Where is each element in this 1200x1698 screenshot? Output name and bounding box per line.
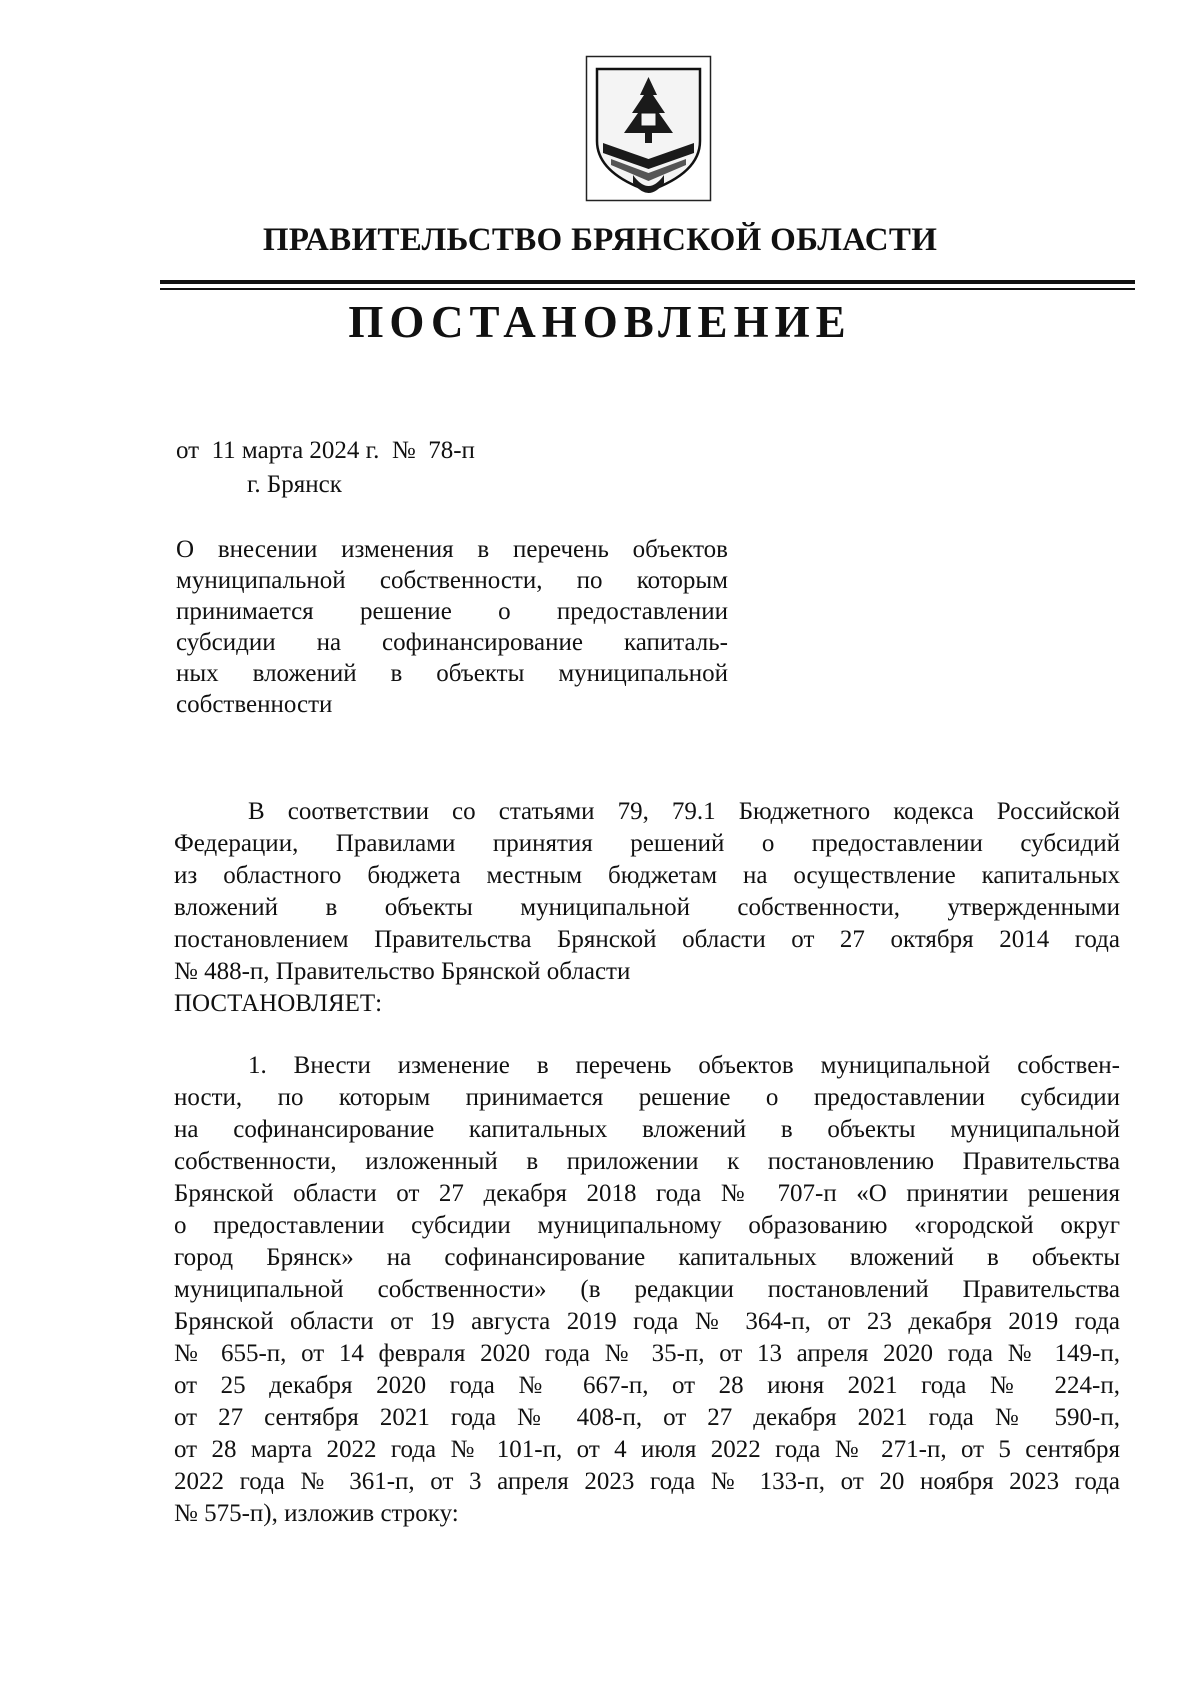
bryansk-coat-of-arms-icon — [585, 55, 712, 202]
item-1-line: от 28 марта 2022 года № 101-п, от 4 июля 2022 года № 271-п, от 5 сентября — [174, 1436, 1120, 1463]
item-1-line: 1. Внести изменение в перечень объектов муниципальной собствен- — [248, 1052, 1120, 1079]
preamble-line: вложений в объекты муниципальной собственности, утвержденными — [174, 894, 1120, 921]
subject-line: ных вложений в объекты муниципальной — [176, 660, 728, 687]
header-divider-thin — [160, 288, 1135, 290]
item-1-line: Брянской области от 19 августа 2019 года № 364-п, от 23 декабря 2019 года — [174, 1308, 1120, 1335]
item-1-line: от 25 декабря 2020 года № 667-п, от 28 июня 2021 года № 224-п, — [174, 1372, 1120, 1399]
header-divider-thick — [160, 280, 1135, 284]
preamble-line: из областного бюджета местным бюджетам на осуществление капитальных — [174, 862, 1120, 889]
item-1-line: муниципальной собственности» (в редакции постановлений Правительства — [174, 1276, 1120, 1303]
item-1-line: ности, по которым принимается решение о предоставлении субсидии — [174, 1084, 1120, 1111]
item-1-line: на софинансирование капитальных вложений в объекты муниципальной — [174, 1116, 1120, 1143]
item-1-line: 2022 года № 361-п, от 3 апреля 2023 года № 133-п, от 20 ноября 2023 года — [174, 1468, 1120, 1495]
government-title: ПРАВИТЕЛЬСТВО БРЯНСКОЙ ОБЛАСТИ — [262, 222, 938, 258]
preamble-line: В соответствии со статьями 79, 79.1 Бюджетного кодекса Российской — [248, 798, 1120, 825]
item-1-line: собственности, изложенный в приложении к постановлению Правительства — [174, 1148, 1120, 1175]
document-date-number: от 11 марта 2024 г. № 78-п — [176, 437, 475, 464]
item-1-line: Брянской области от 27 декабря 2018 года № 707-п «О принятии решения — [174, 1180, 1120, 1207]
document-subject — [176, 534, 728, 720]
preamble-line: № 488-п, Правительство Брянской области — [174, 958, 631, 985]
subject-line: муниципальной собственности, по которым — [176, 567, 728, 594]
preamble-line: Федерации, Правилами принятия решений о предоставлении субсидий — [174, 830, 1120, 857]
item-1-line: город Брянск» на софинансирование капитальных вложений в объекты — [174, 1244, 1120, 1271]
subject-line: О внесении изменения в перечень объектов — [176, 536, 728, 563]
preamble-line: постановлением Правительства Брянской области от 27 октября 2014 года — [174, 926, 1120, 953]
item-1-line: о предоставлении субсидии муниципальному образованию «городской округ — [174, 1212, 1120, 1239]
item-1-line: № 655-п, от 14 февраля 2020 года № 35-п, от 13 апреля 2020 года № 149-п, — [174, 1340, 1120, 1367]
resolves-heading: ПОСТАНОВЛЯЕТ: — [174, 990, 383, 1017]
item-1-line: № 575-п), изложив строку: — [174, 1500, 459, 1527]
preamble-paragraph — [174, 796, 1120, 1020]
document-city: г. Брянск — [247, 471, 342, 498]
subject-line: субсидии на софинансирование капиталь- — [176, 629, 728, 656]
subject-line: принимается решение о предоставлении — [176, 598, 728, 625]
item-1-line: от 27 сентября 2021 года № 408-п, от 27 декабря 2021 года № 590-п, — [174, 1404, 1120, 1431]
subject-line: собственности — [176, 691, 333, 718]
item-1-paragraph — [174, 1050, 1120, 1530]
document-type-title: ПОСТАНОВЛЕНИЕ — [348, 297, 852, 347]
